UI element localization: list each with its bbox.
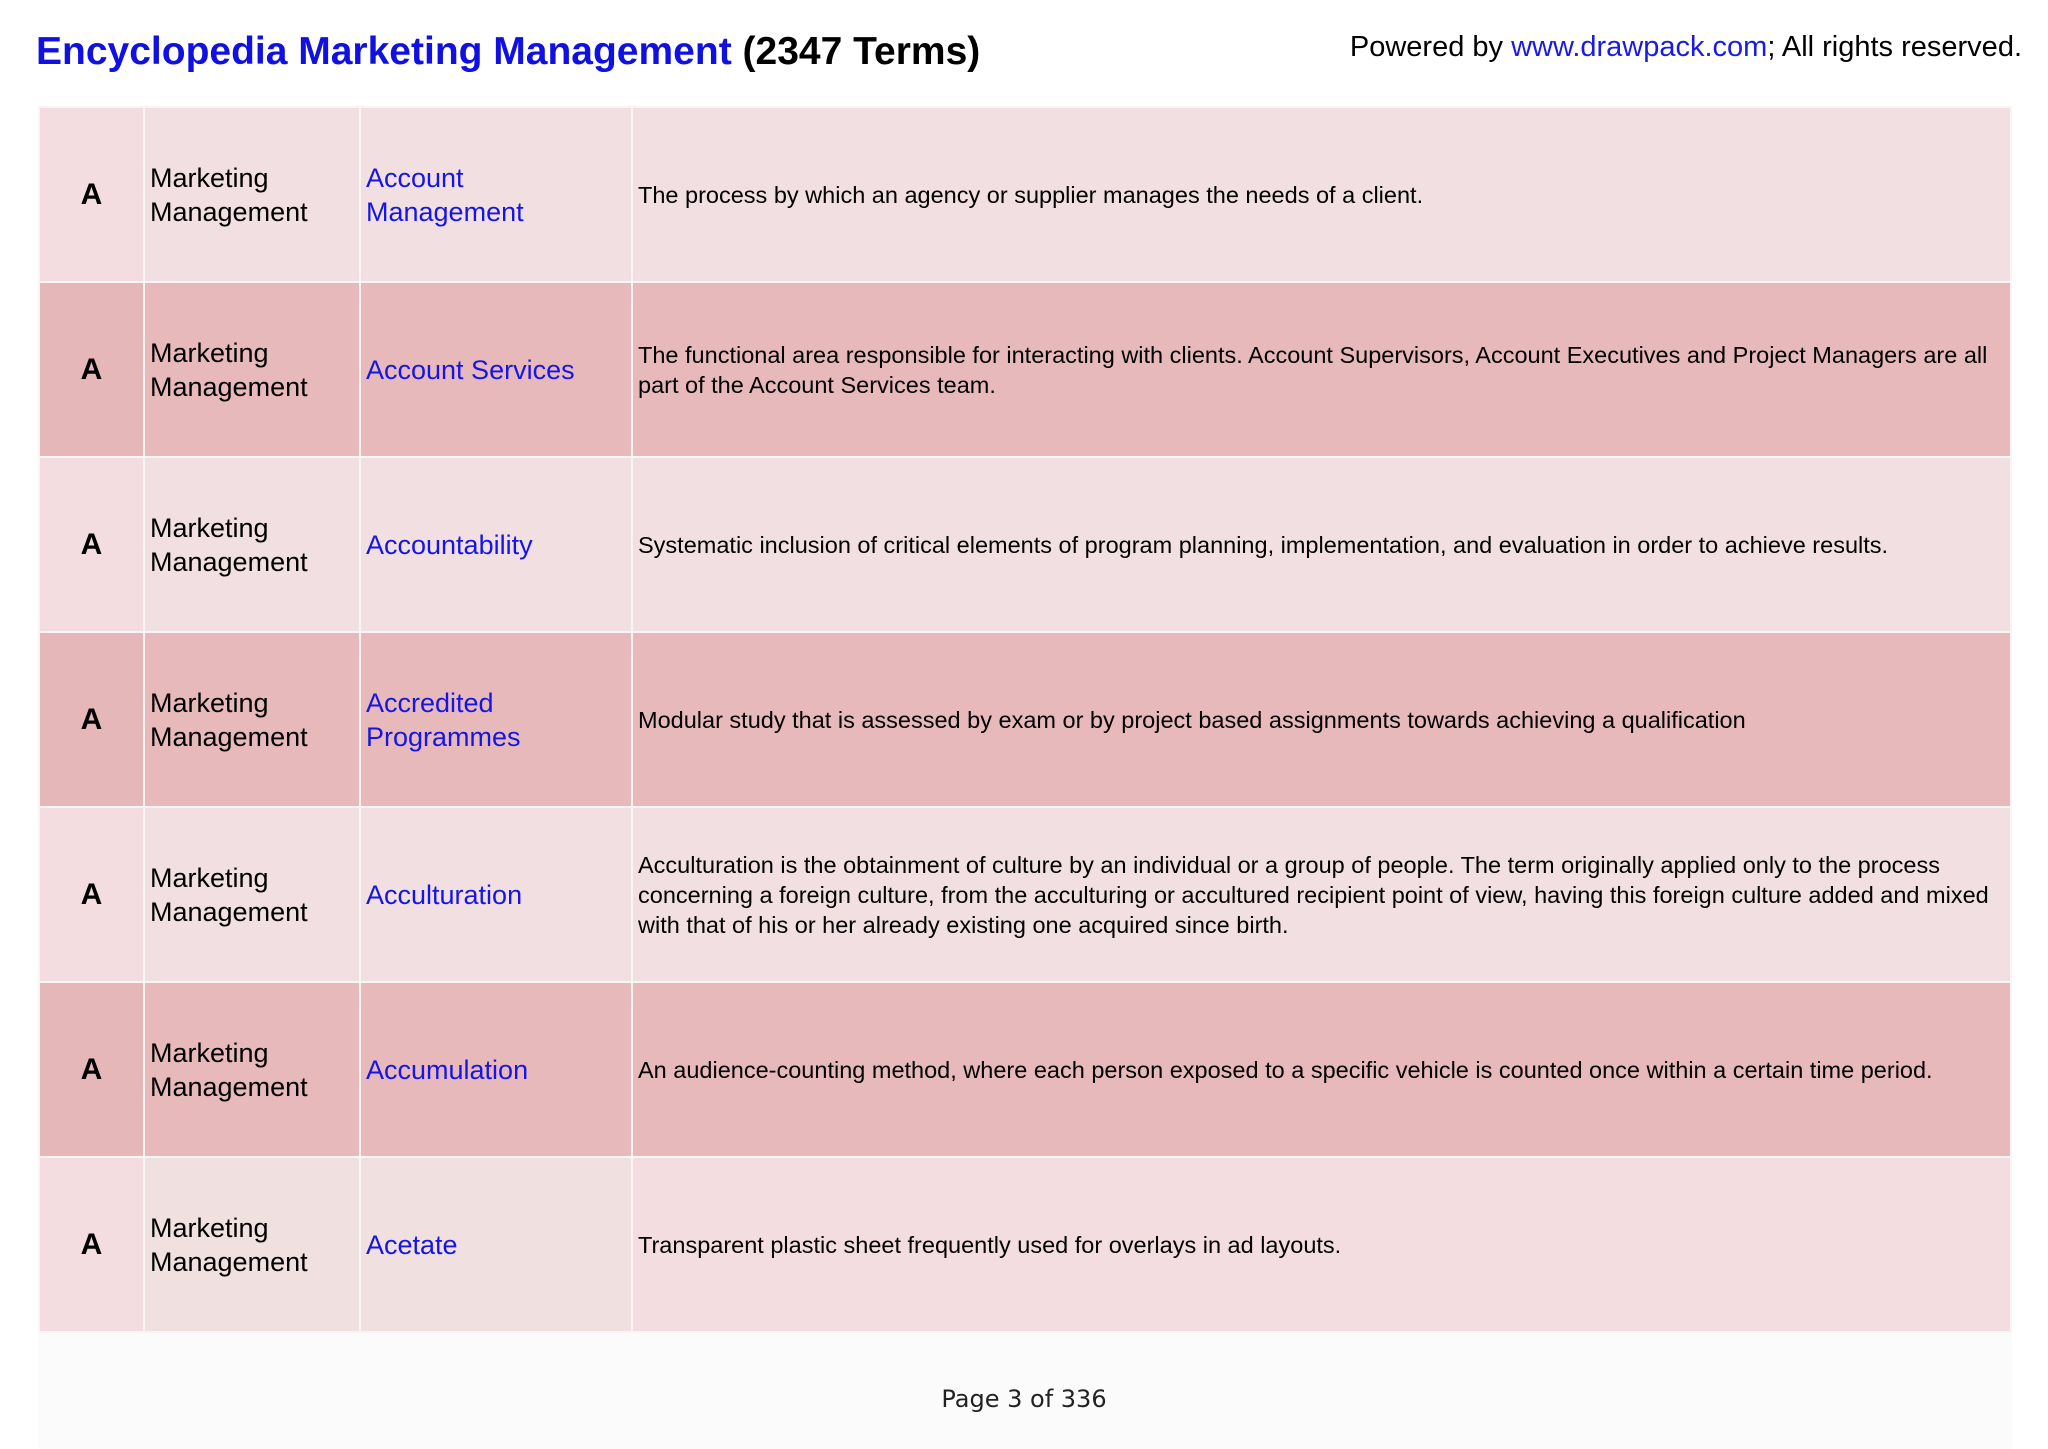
table-row bbox=[39, 807, 2011, 982]
page-title bbox=[36, 28, 980, 76]
category-cell: Marketing Management bbox=[144, 632, 360, 807]
term-link[interactable]: Accountability bbox=[360, 457, 632, 632]
category-cell: Marketing Management bbox=[144, 982, 360, 1157]
powered-by-notice bbox=[1350, 28, 2022, 66]
definition-cell: Transparent plastic sheet frequently used for overlays in ad layouts. bbox=[632, 1157, 2011, 1332]
term-link[interactable]: Accumulation bbox=[360, 982, 632, 1157]
term-link[interactable]: Acculturation bbox=[360, 807, 632, 982]
encyclopedia-title: Encyclopedia Marketing Management bbox=[36, 30, 732, 73]
definition-cell: Modular study that is assessed by exam or by project based assignments towards achieving a qualification bbox=[632, 632, 2011, 807]
table-row bbox=[39, 457, 2011, 632]
rights-reserved: ; All rights reserved. bbox=[1767, 31, 2022, 63]
letter-cell: A bbox=[39, 457, 144, 632]
terms-table bbox=[38, 106, 2012, 1333]
definition-cell: The process by which an agency or supplier manages the needs of a client. bbox=[632, 107, 2011, 282]
category-cell: Marketing Management bbox=[144, 282, 360, 457]
category-cell: Marketing Management bbox=[144, 457, 360, 632]
category-cell: Marketing Management bbox=[144, 1157, 360, 1332]
definition-cell: Acculturation is the obtainment of culture by an individual or a group of people. The term originally applied only to the process concerning a foreign culture, from the acculturing or accultured recipient point of view, having this foreign culture added and mixed with that of his or her already existing one acquired since birth. bbox=[632, 807, 2011, 982]
category-cell: Marketing Management bbox=[144, 107, 360, 282]
letter-cell: A bbox=[39, 1157, 144, 1332]
letter-cell: A bbox=[39, 282, 144, 457]
definition-cell: An audience-counting method, where each person exposed to a specific vehicle is counted once within a certain time period. bbox=[632, 982, 2011, 1157]
letter-cell: A bbox=[39, 807, 144, 982]
drawpack-link[interactable]: www.drawpack.com bbox=[1511, 31, 1768, 63]
table-row bbox=[39, 982, 2011, 1157]
term-count: (2347 Terms) bbox=[731, 30, 981, 73]
term-link[interactable]: Account Services bbox=[360, 282, 632, 457]
term-link[interactable]: Acetate bbox=[360, 1157, 632, 1332]
category-cell: Marketing Management bbox=[144, 807, 360, 982]
term-link[interactable]: Accredited Programmes bbox=[360, 632, 632, 807]
definition-cell: The functional area responsible for interacting with clients. Account Supervisors, Account Executives and Project Managers are all part of the Account Services team. bbox=[632, 282, 2011, 457]
page-header bbox=[36, 28, 2026, 78]
letter-cell: A bbox=[39, 107, 144, 282]
term-link[interactable]: Account Management bbox=[360, 107, 632, 282]
letter-cell: A bbox=[39, 632, 144, 807]
table-row bbox=[39, 1157, 2011, 1332]
table-row bbox=[39, 282, 2011, 457]
letter-cell: A bbox=[39, 982, 144, 1157]
table-row bbox=[39, 632, 2011, 807]
page-number: Page 3 of 336 bbox=[941, 1385, 1107, 1413]
powered-prefix: Powered by bbox=[1349, 31, 1512, 63]
definition-cell: Systematic inclusion of critical elements of program planning, implementation, and evaluation in order to achieve results. bbox=[632, 457, 2011, 632]
table-row bbox=[39, 107, 2011, 282]
